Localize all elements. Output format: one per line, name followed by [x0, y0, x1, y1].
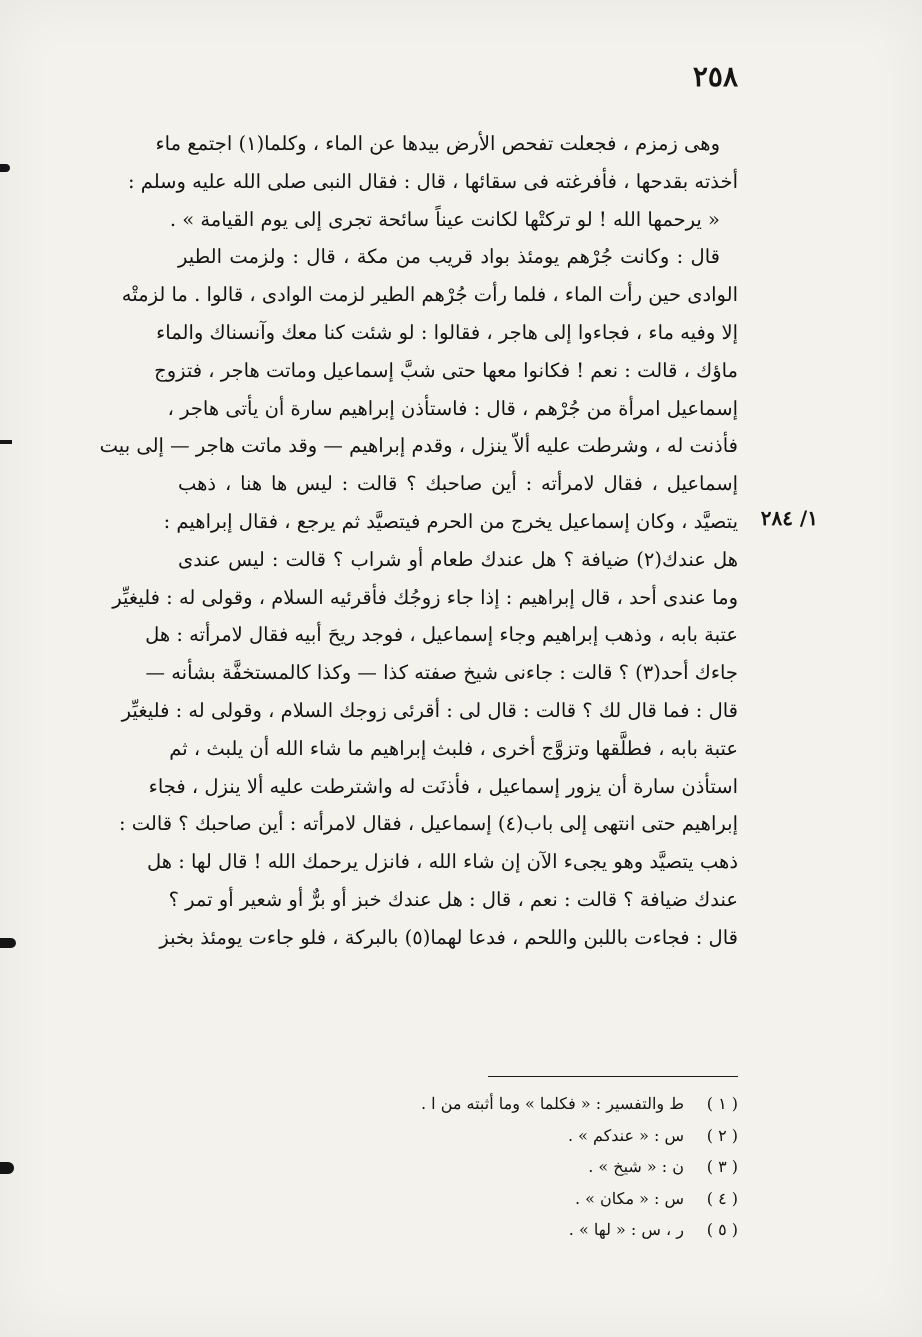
footnote [358, 1214, 738, 1246]
text-line: يتصيَّد ، وكان إسماعيل يخرج من الحرم فيتصيَّد ثم يرجع ، فقال إبراهيم : [163, 509, 738, 533]
binding-mark [0, 938, 16, 948]
text-line: قال : فما قال لك ؟ قالت : قال لى : أقرئى زوجك السلام ، وقولى له : فليغيِّر [121, 698, 738, 722]
footnote-text: ن : « شيخ » . [588, 1157, 684, 1176]
text-line: أخذته بقدحها ، فأفرغته فى سقائها ، قال : فقال النبى صلى الله عليه وسلم : [127, 169, 738, 193]
footnote-text: ط والتفسير : « فكلما » وما أثبته من ا . [420, 1094, 684, 1113]
text-line: إسماعيل امرأة من جُرْهم ، قال : فاستأذن إبراهيم سارة أن يأتى هاجر ، [167, 396, 738, 420]
text-line: قال : فجاءت باللبن واللحم ، فدعا لهما(٥) بالبركة ، فلو جاءت يومئذ بخبز [159, 925, 738, 949]
text-line: عندك ضيافة ؟ قالت : نعم ، قال : هل عندك خبز أو برٌّ أو شعير أو تمر ؟ [168, 887, 738, 911]
footnote-text: س : « عندكم » . [567, 1125, 684, 1145]
binding-mark [0, 1162, 14, 1174]
binding-mark [0, 164, 10, 172]
text-line: وهى زمزم ، فجعلت تفحص الأرض بيدها عن الماء ، وكلما(١) اجتمع ماء [155, 132, 720, 155]
footnote [358, 1183, 738, 1215]
paragraph [99, 238, 738, 956]
footnote-text: ر ، س : « لها » . [568, 1220, 684, 1239]
footnote-number: ( ٤ ) [706, 1188, 738, 1208]
footnote-text: س : « مكان » . [574, 1188, 684, 1208]
paragraph [127, 125, 738, 238]
page-number: ٢٥٨ [692, 60, 738, 93]
text-line: عتبة بابه ، فطلَّقها وتزوَّج أخرى ، فلبث إبراهيم ما شاء الله أن يلبث ، ثم [169, 736, 738, 760]
footnote-divider [488, 1076, 738, 1077]
footnote-number: ( ١ ) [706, 1094, 738, 1113]
text-line: الوادى حين رأت الماء ، فلما رأت جُرْهم الطير لزمت الوادى ، قالوا . ما لزمتْه [121, 283, 738, 307]
footnote-number: ( ٣ ) [706, 1157, 738, 1176]
text-line: قال : وكانت جُرْهم يومئذ بواد قريب من مكة ، قال : ولزمت الطير [178, 245, 720, 269]
footnote [358, 1151, 738, 1183]
footnotes [358, 1088, 738, 1246]
text-line: استأذن سارة أن يزور إسماعيل ، فأذنَت له واشترطت عليه ألا ينزل ، فجاء [148, 774, 738, 798]
text-line: إلا وفيه ماء ، فجاءوا إلى هاجر ، فقالوا : لو شئت كنا معك وآنسناك والماء [156, 320, 738, 344]
footnote [358, 1120, 738, 1152]
text-line: عتبة بابه ، وذهب إبراهيم وجاء إسماعيل ، فوجد ريحَ أبيه فقال لامرأته : هل [145, 623, 738, 647]
text-line: جاءك أحد(٣) ؟ قالت : جاءنى شيخ صفته كذا — وكذا كالمستخفَّة بشأنه — [145, 661, 738, 685]
text-line: ذهب يتصيَّد وهو يجىء الآن إن شاء الله ، فانزل يرحمك الله ! قال لها : هل [146, 850, 738, 874]
footnote-number: ( ٢ ) [706, 1125, 738, 1145]
text-line: إسماعيل ، فقال لامرأته : أين صاحبك ؟ قالت : ليس ها هنا ، ذهب [178, 472, 738, 496]
text-line: إبراهيم حتى انتهى إلى باب(٤) إسماعيل ، فقال لامرأته : أين صاحبك ؟ قالت : [118, 812, 738, 836]
footnote [358, 1088, 738, 1120]
text-line: وما عندى أحد ، قال إبراهيم : إذا جاء زوجُك فأقرئيه السلام ، وقولى له : فليغيِّر [112, 585, 738, 609]
binding-mark [0, 440, 12, 444]
text-line: « يرحمها الله ! لو تركتْها لكانت عيناً سائحة تجرى إلى يوم القيامة » . [169, 207, 720, 231]
text-line: فأذنت له ، وشرطت عليه ألاّ ينزل ، وقدم إبراهيم — وقد ماتت هاجر — إلى بيت [99, 434, 738, 458]
main-text [99, 125, 738, 957]
text-line: هل عندك(٢) ضيافة ؟ هل عندك طعام أو شراب ؟ قالت : ليس عندى [178, 547, 738, 571]
text-line: ماؤك ، قالت : نعم ! فكانوا معها حتى شبَّ إسماعيل وماتت هاجر ، فتزوج [154, 358, 738, 382]
footnote-number: ( ٥ ) [706, 1220, 738, 1239]
margin-reference: ١/ ٢٨٤ [760, 506, 818, 530]
